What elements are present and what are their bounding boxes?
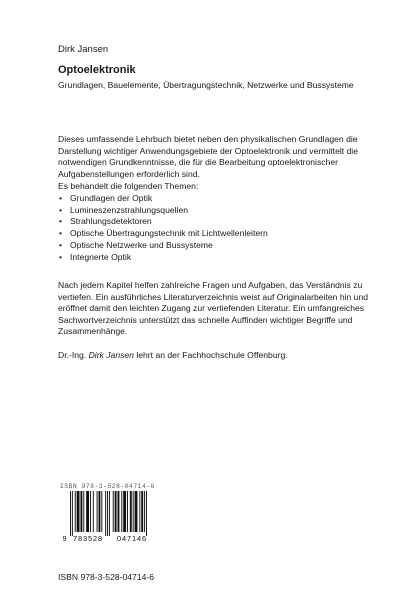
topic-item — [58, 240, 268, 252]
barcode-bar — [80, 491, 82, 532]
barcode-bar — [70, 491, 71, 536]
description-paragraph: Dieses umfassende Lehrbuch bietet neben den physikalischen Grundlagen die Darstellung wichtiger Anwendungsgebiete der Optoelektronik und vermittelt die notwendigen Grundkenntnisse, die für die Bearbeitung optoelektronischer Aufgabenstellungen erforderlich sind. — [58, 134, 358, 179]
barcode-bar — [127, 491, 128, 532]
barcode-isbn-label: ISBN 978-3-528-04714-6 — [60, 483, 155, 490]
barcode-bar — [101, 491, 102, 532]
topics-list — [58, 193, 268, 263]
barcode-bar — [144, 491, 145, 532]
topic-item — [58, 228, 268, 240]
topic-item — [58, 252, 268, 264]
barcode-bar — [93, 491, 94, 532]
barcode-bar — [118, 491, 120, 532]
barcode-digits-right: 047146 — [117, 534, 148, 543]
barcode-bar — [123, 491, 126, 532]
barcode-bar — [75, 491, 76, 532]
barcode-bar — [86, 491, 89, 532]
barcode-bar — [83, 491, 84, 532]
barcode-graphic — [62, 491, 162, 543]
book-subtitle: Grundlagen, Bauelemente, Übertragungstechnik, Netzwerke und Bussysteme — [58, 80, 354, 90]
features-paragraph: Nach jedem Kapitel helfen zahlreiche Fragen und Aufgaben, das Verständnis zu vertiefen. Ein ausführliches Literaturverzeichnis weist auf Originalarbeiten hin und eröffnet damit den leichten Zugang zur vertiefenden Literatur. Ein umfangreiches Sachwortverzeichnis unterstützt das schnelle Auffinden wichtiger Begriffe und Zusammenhänge. — [58, 280, 369, 336]
barcode-bar — [107, 491, 108, 536]
barcode-bar — [135, 491, 138, 532]
barcode-bar — [113, 491, 114, 532]
barcode-bar — [72, 491, 73, 536]
topic-label: Optische Übertragungstechnik mit Lichtwellenleitern — [70, 228, 268, 239]
topic-label: Strahlungsdetektoren — [70, 216, 152, 227]
topic-item — [58, 193, 268, 205]
barcode-bar — [141, 491, 143, 532]
barcode-bar — [99, 491, 101, 532]
topic-label: Optische Netzwerke und Bussysteme — [70, 239, 213, 250]
bullet-icon: • — [59, 239, 63, 250]
topic-label: Integrierte Optik — [70, 251, 132, 262]
topic-item — [58, 216, 268, 228]
barcode-digits-left: 783528 — [73, 534, 104, 543]
bullet-icon: • — [59, 216, 63, 227]
barcode-bar — [77, 491, 80, 532]
bio-name: Dirk Jansen — [88, 350, 134, 360]
author-bio — [58, 350, 376, 362]
bullet-icon: • — [59, 193, 63, 203]
bullet-icon: • — [59, 204, 63, 215]
topic-item — [58, 205, 268, 217]
topic-label: Lumineszenzstrahlungsquellen — [70, 204, 189, 215]
topics-intro: Es behandelt die folgenden Themen: — [58, 181, 199, 191]
barcode-bar — [130, 491, 132, 532]
barcode-bar — [139, 491, 140, 532]
barcode-bar — [146, 491, 147, 536]
bio-suffix: lehrt an der Fachhochschule Offenburg. — [136, 350, 288, 360]
barcode-bar — [133, 491, 134, 532]
bullet-icon: • — [59, 228, 63, 239]
bio-prefix: Dr.-Ing. — [58, 350, 87, 360]
bullet-icon: • — [59, 251, 63, 262]
barcode-bar — [109, 491, 110, 536]
barcode-bar — [105, 491, 106, 536]
author-name: Dirk Jansen — [58, 44, 109, 55]
barcode-bar — [121, 491, 122, 532]
barcode — [62, 491, 162, 543]
barcode-bar — [97, 491, 98, 532]
topic-label: Grundlagen der Optik — [70, 193, 153, 203]
barcode-digit-lead: 9 — [62, 534, 67, 543]
book-title: Optoelektronik — [58, 64, 136, 76]
barcode-bar — [115, 491, 117, 532]
barcode-bar — [90, 491, 91, 532]
isbn-number: ISBN 978-3-528-04714-6 — [58, 572, 155, 582]
